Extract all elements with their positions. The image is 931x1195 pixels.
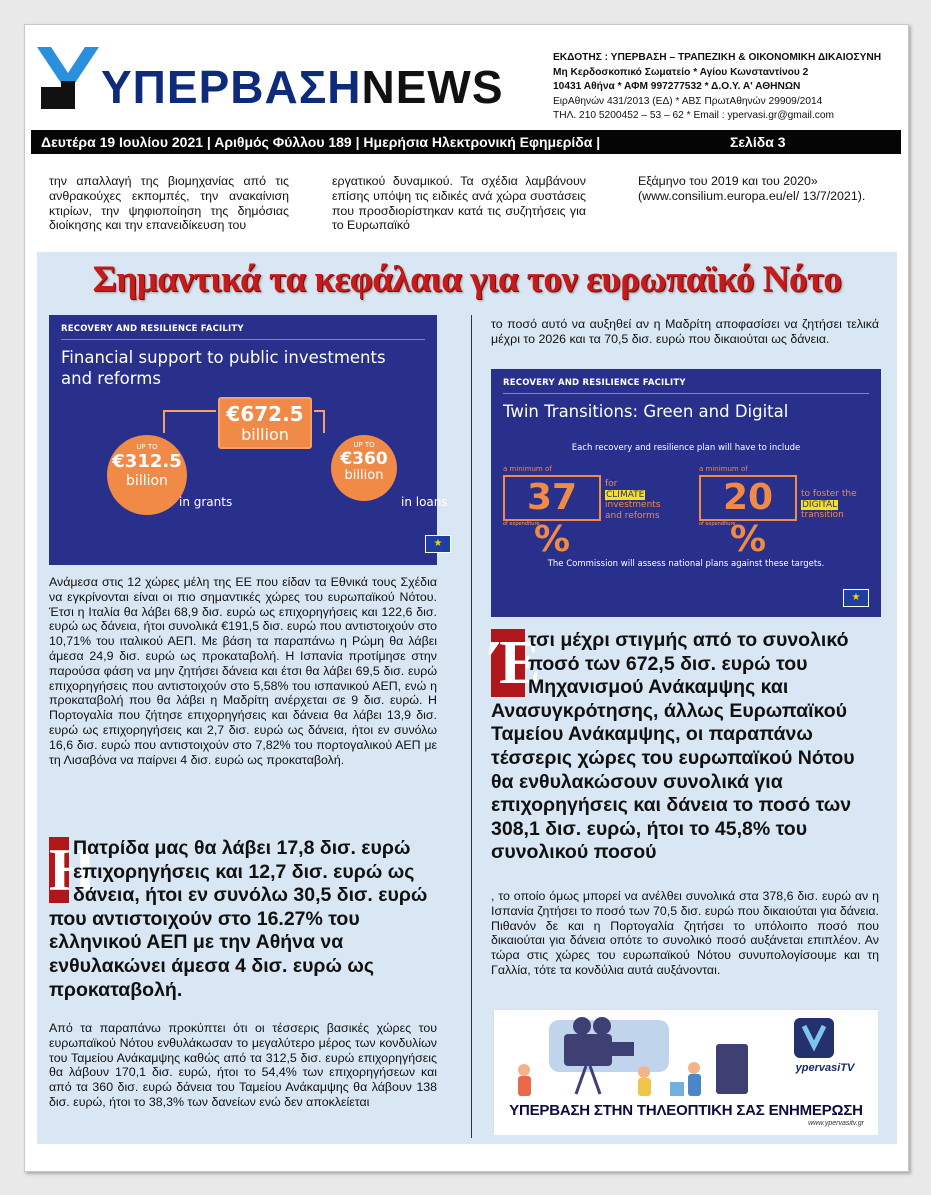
infographic-subtitle: Each recovery and resilience plan will have to include <box>571 443 801 453</box>
masthead <box>35 41 504 115</box>
left-body-1: Ανάμεσα στις 12 χώρες μέλη της ΕΕ που είδαν τα Εθνικά τους Σχέδια να εγκρίνονται είναι οι πιο σημαντικές χώρες του ευρωπαϊκού Νότου. Έτσι η Ιταλία θα λάβει 68,9 δισ. ευρώ ως επιχορηγήσεις και 122,6 δισ. ευρώ ως δάνεια, ήτοι συνολικά €191,5 δισ. ευρώ που αντιστοιχούν στο 10,71% του ιταλικού ΑΕΠ. Με βάση τα παραπάνω η Ρώμη θα λάβει άμεσα 24,9 δισ. ευρώ ως προκαταβολή. Η Ισπανία προτίμησε στην παρούσα φάση να μην ζητήσει δάνεια και έτσι θα λάβει 69,5 δισ. ευρώ επιχορηγήσεις που αντιστοιχούν στο 5,58% του ισπανικού ΑΕΠ, ενώ η προκαταβολή που θα λάβει η Μαδρίτη ανέρχεται σε 9 δισ. ευρώ. Η Πορτογαλία που ζήτησε επιχορηγήσεις και δάνεια θα λάβει 13,9 δισ. ευρώ ως επιχορηγήσεις και 2,7 δισ. ευρώ ως δάνεια, ήτοι εν συνόλω 16,6 δισ. ευρώ που αντιστοιχούν στο 7,82% του πορτογαλικού ΑΕΠ με τη Λισαβόνα να παίρνει 4 δισ. ευρώ ως προκαταβολή. <box>49 575 437 767</box>
left-lead-text: Πατρίδα μας θα λάβει 17,8 δισ. ευρώ επιχορηγήσεις και 12,7 δισ. ευρώ ως δάνεια, ήτοι εν συνόλω 30,5 δισ. ευρώ που αντιστοιχούν στο 16.27% του ελληνικού ΑΕΠ με την Αθήνα να ενθυλακώνει άμεσα 4 δισ. ευρώ ως προκαταβολή. <box>49 837 428 1001</box>
right-dropcap: Έ <box>491 629 541 697</box>
loans-unit: billion <box>344 468 384 483</box>
green-rest-1: investments <box>605 500 661 510</box>
banner-url[interactable]: www.ypervasitv.gr <box>808 1120 864 1127</box>
grants-unit: billion <box>126 473 168 489</box>
publisher-line-1: ΕΚΔΟΤΗΣ : ΥΠΕΡΒΑΣΗ – ΤΡΑΠΕΖΙΚΗ & ΟΙΚΟΝΟΜΙΚΗ ΔΙΚΑΙΟΣΥΝΗ <box>553 52 882 63</box>
article-headline: Σημαντικά τα κεφάλαια για τον ευρωπαϊκό Νότο <box>92 259 842 300</box>
publisher-line-2: Μη Κερδοσκοπικό Σωματείο * Αγίου Κωνσταντίνου 2 <box>553 66 809 78</box>
digital-rest: transition <box>801 510 844 520</box>
issue-info: Δευτέρα 19 Ιουλίου 2021 | Αριθμός Φύλλου 189 | Ημερήσια Ηλεκτρονική Εφημερίδα | <box>41 134 601 150</box>
column-divider <box>471 315 472 1138</box>
green-exp-label: of expenditure <box>503 521 540 527</box>
ypervasitv-banner[interactable] <box>493 1009 877 1134</box>
right-body-2: , το οποίο όμως μπορεί να ανέλθει συνολικά στα 378,6 δισ. ευρώ αν η Ισπανία ζητήσει το ποσό των 70,5 δισ. ευρώ που δικαιούται για δάνεια. Πιθανόν δε και η Πορτογαλία ζητήσει το υπόλοιπο ποσό που δικαιούται για δάνεια οπότε το συνολικό ποσό αυξάνεται επιπλέον. Αν τώρα στις χώρες του ευρωπαϊκού Νότου συνυπολογίσουμε και τη Γαλλία, τότε τα κονδύλια αυτά αυξάνονται. <box>491 889 879 977</box>
green-highlight: CLIMATE <box>606 489 645 500</box>
logo-suffix: NEWS <box>361 61 504 113</box>
infographic-footer: The Commission will assess national plans against these targets. <box>547 559 825 569</box>
infographic-rule <box>503 393 869 394</box>
green-rest-2: and reforms <box>605 510 660 521</box>
left-dropcap: Η <box>49 837 96 903</box>
banner-brand: ypervasiTV <box>795 1062 855 1074</box>
right-lead <box>491 629 881 881</box>
logo-prefix: ΥΠΕΡΒΑΣΗ <box>101 61 362 113</box>
digital-percentage: 20 % <box>699 475 797 521</box>
top-column-2: εργατικού δυναμικού. Τα σχέδια λαμβάνουν επίσης υπόψη τις ειδικές ανά χώρα συστάσεις που προσδιορίστηκαν κατά τις συζητήσεις για το Ευρωπαϊκό <box>332 174 586 233</box>
loans-caption: in loans <box>401 495 448 509</box>
logo-wordmark <box>101 63 504 111</box>
infographic-label: RECOVERY AND RESILIENCE FACILITY <box>503 378 686 388</box>
right-body-1: το ποσό αυτό να αυξηθεί αν η Μαδρίτη αποφασίσει να ζητήσει τελικά μέχρι το 2026 και τα 70,5 δισ. ευρώ που δικαιούται ως δάνεια. <box>491 317 879 346</box>
grants-circle <box>107 435 187 515</box>
infographic-title: Financial support to public investments and reforms <box>61 348 386 388</box>
top-column-3: Εξάμηνο του 2019 και του 2020» (www.consilium.europa.eu/el/ 13/7/2021). <box>638 174 866 203</box>
green-percentage: 37 % <box>503 475 601 521</box>
infographic-financial-support <box>49 315 448 565</box>
green-pre: for <box>605 479 618 489</box>
digital-description <box>801 489 857 521</box>
grants-upto: UP TO <box>136 443 158 451</box>
top-column-1: την απαλλαγή της βιομηχανίας από τις ανθρακούχες εκπομπές, την ανακαίνιση κτιρίων, την ψηφιοποίηση της δημόσιας διοίκησης και την επανειδίκευση του <box>49 174 289 233</box>
infographic-title: Twin Transitions: Green and Digital <box>503 402 789 421</box>
left-body-2: Από τα παραπάνω προκύπτει ότι οι τέσσερις βασικές χώρες του ευρωπαϊκού Νότου ενθυλάκωσαν το μεγαλύτερο μέρος των κονδυλίων του Ταμείου Ανάκαμψης καθώς από τα 312,5 δισ. ευρώ επιχορηγήσεις θα λάβουν 170,1 δισ. ευρώ, ήτοι το 54,4% των επιχορηγήσεων και από τα 360 δισ. ευρώ δάνεια του Ταμείου Ανάκαμψης θα λάβουν 138 δισ. ευρώ, ήτοι το 38,3% των δανείων ενώ δεν αποκλείεται <box>49 1021 437 1109</box>
total-amount: €672.5 <box>226 402 304 426</box>
publisher-info <box>553 51 903 124</box>
digital-exp-label: of expenditure <box>699 521 736 527</box>
page-number: Σελίδα 3 <box>730 134 786 150</box>
digital-min-label: a minimum of <box>699 465 748 473</box>
logo-y-mark <box>37 47 99 109</box>
date-bar <box>31 130 901 154</box>
publisher-line-3: 10431 Αθήνα * ΑΦΜ 997277532 * Δ.Ο.Υ. Α' ΑΘΗΝΩΝ <box>553 81 801 92</box>
publisher-line-5: ΤΗΛ. 210 5200452 – 53 – 62 * Email : ypervasi.gr@gmail.com <box>553 110 835 121</box>
green-min-label: a minimum of <box>503 465 552 473</box>
loans-upto: UP TO <box>353 441 375 449</box>
loans-circle <box>331 435 397 501</box>
eu-flag-icon <box>425 535 451 553</box>
grants-caption: in grants <box>179 495 233 509</box>
digital-pre: to foster the <box>801 489 857 499</box>
total-unit: billion <box>241 425 289 444</box>
green-description <box>605 479 661 521</box>
publisher-line-4: ΕιρΑθηνών 431/2013 (ΕΔ) * ΑΒΣ ΠρωτΑθηνών 29909/2014 <box>553 95 823 107</box>
right-lead-text: τσι μέχρι στιγμής από το συνολικό ποσό των 672,5 δισ. ευρώ του Μηχανισμού Ανάκαμψης και Ανασυγκρότησης, άλλως Ευρωπαϊκού Ταμείου Ανάκαμψης, οι παραπάνω τέσσερις χώρες του ευρωπαϊκού Νότου θα ενθυλακώσουν συνολικά για επιχορηγήσεις και δάνεια το ποσό των 308,1 δισ. ευρώ, ήτοι το 45,8% του συνολικού ποσού <box>491 629 855 864</box>
banner-title: ΥΠΕΡΒΑΣΗ ΣΤΗΝ ΤΗΛΕΟΠΤΙΚΗ ΣΑΣ ΕΝΗΜΕΡΩΣΗ <box>509 1102 863 1119</box>
eu-flag-icon <box>843 589 869 607</box>
grants-amount: €312.5 <box>112 451 182 472</box>
loans-amount: €360 <box>340 449 388 469</box>
digital-highlight: DIGITAL <box>802 499 838 510</box>
newspaper-page <box>24 24 909 1172</box>
infographic-label: RECOVERY AND RESILIENCE FACILITY <box>61 324 244 334</box>
left-lead <box>49 837 437 1013</box>
infographic-twin-transitions <box>491 369 881 617</box>
